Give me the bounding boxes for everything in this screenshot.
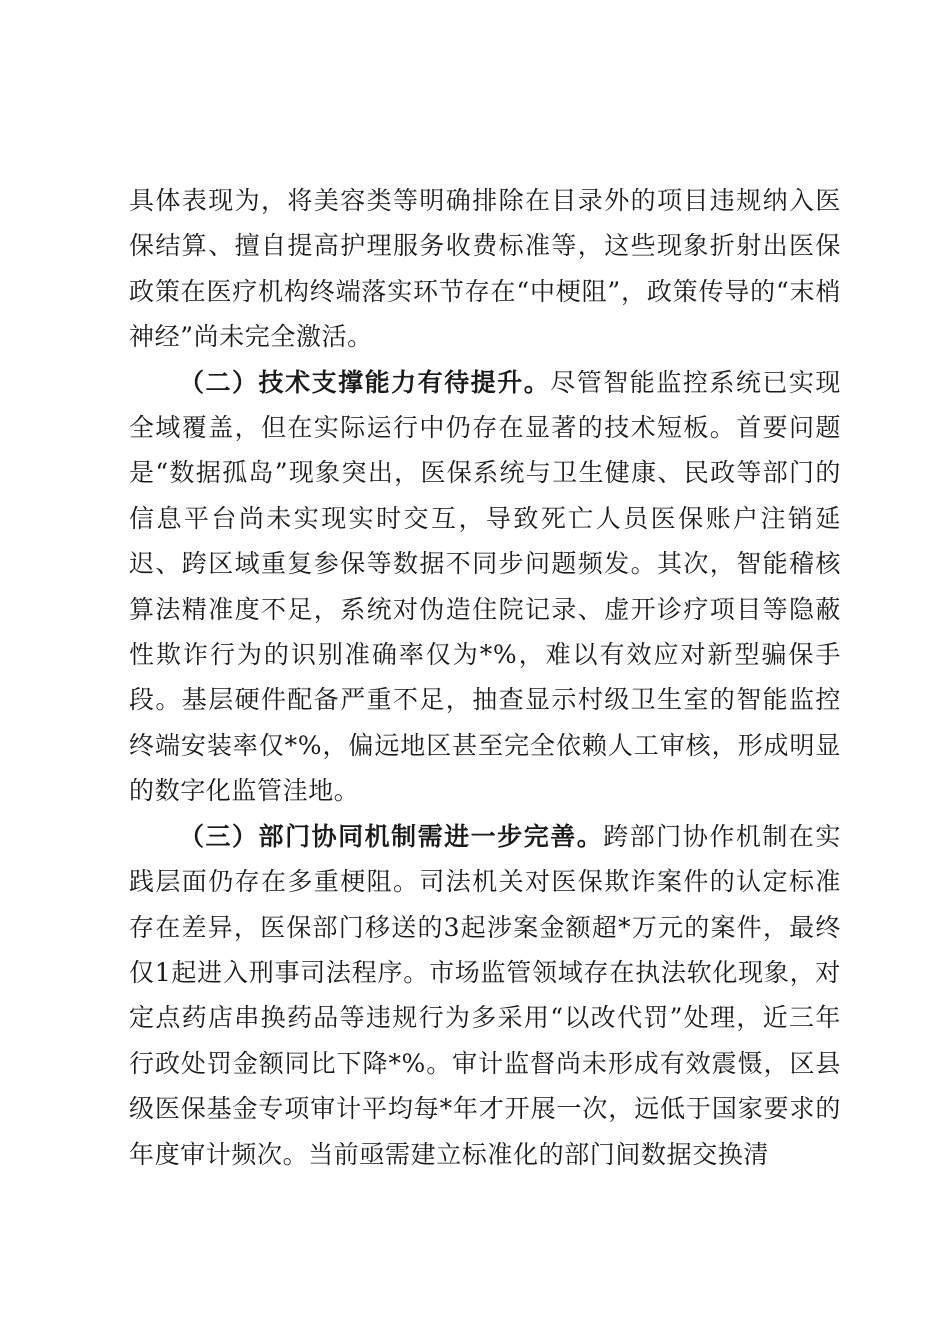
paragraph-department-coordination	[129, 814, 841, 1177]
paragraph-technical-support	[129, 360, 841, 814]
section-heading-department-coordination: （三）部门协同机制需进一步完善。	[179, 821, 604, 851]
section-heading-technical-support: （二）技术支撑能力有待提升。	[179, 367, 551, 397]
paragraph-text: 尽管智能监控系统已实现全域覆盖，但在实际运行中仍存在显著的技术短板。首要问题是“数据孤岛”现象突出，医保系统与卫生健康、民政等部门的信息平台尚未实现实时交互，导致死亡人员医保账户注销延迟、跨区域重复参保等数据不同步问题频发。其次，智能稽核算法精准度不足，系统对伪造住院记录、虚开诊疗项目等隐蔽性欺诈行为的识别准确率仅为*%，难以有效应对新型骗保手段。基层硬件配备严重不足，抽查显示村级卫生室的智能监控终端安装率仅*%，偏远地区甚至完全依赖人工审核，形成明显的数字化监管洼地。	[129, 367, 841, 806]
paragraph-text: 跨部门协作机制在实践层面仍存在多重梗阻。司法机关对医保欺诈案件的认定标准存在差异，医保部门移送的3起涉案金额超*万元的案件，最终仅1起进入刑事司法程序。市场监管领域存在执法软化现象，对定点药店串换药品等违规行为多采用“以改代罚”处理，近三年行政处罚金额同比下降*%。审计监督尚未形成有效震慑，区县级医保基金专项审计平均每*年才开展一次，远低于国家要求的年度审计频次。当前亟需建立标准化的部门间数据交换清	[129, 821, 841, 1169]
paragraph-text: 具体表现为，将美容类等明确排除在目录外的项目违规纳入医保结算、擅自提高护理服务收费标准等，这些现象折射出医保政策在医疗机构终端落实环节存在“中梗阻”，政策传导的“末梢神经”尚未完全激活。	[129, 186, 841, 352]
document-body	[129, 178, 841, 1177]
paragraph-continuation	[129, 178, 841, 360]
